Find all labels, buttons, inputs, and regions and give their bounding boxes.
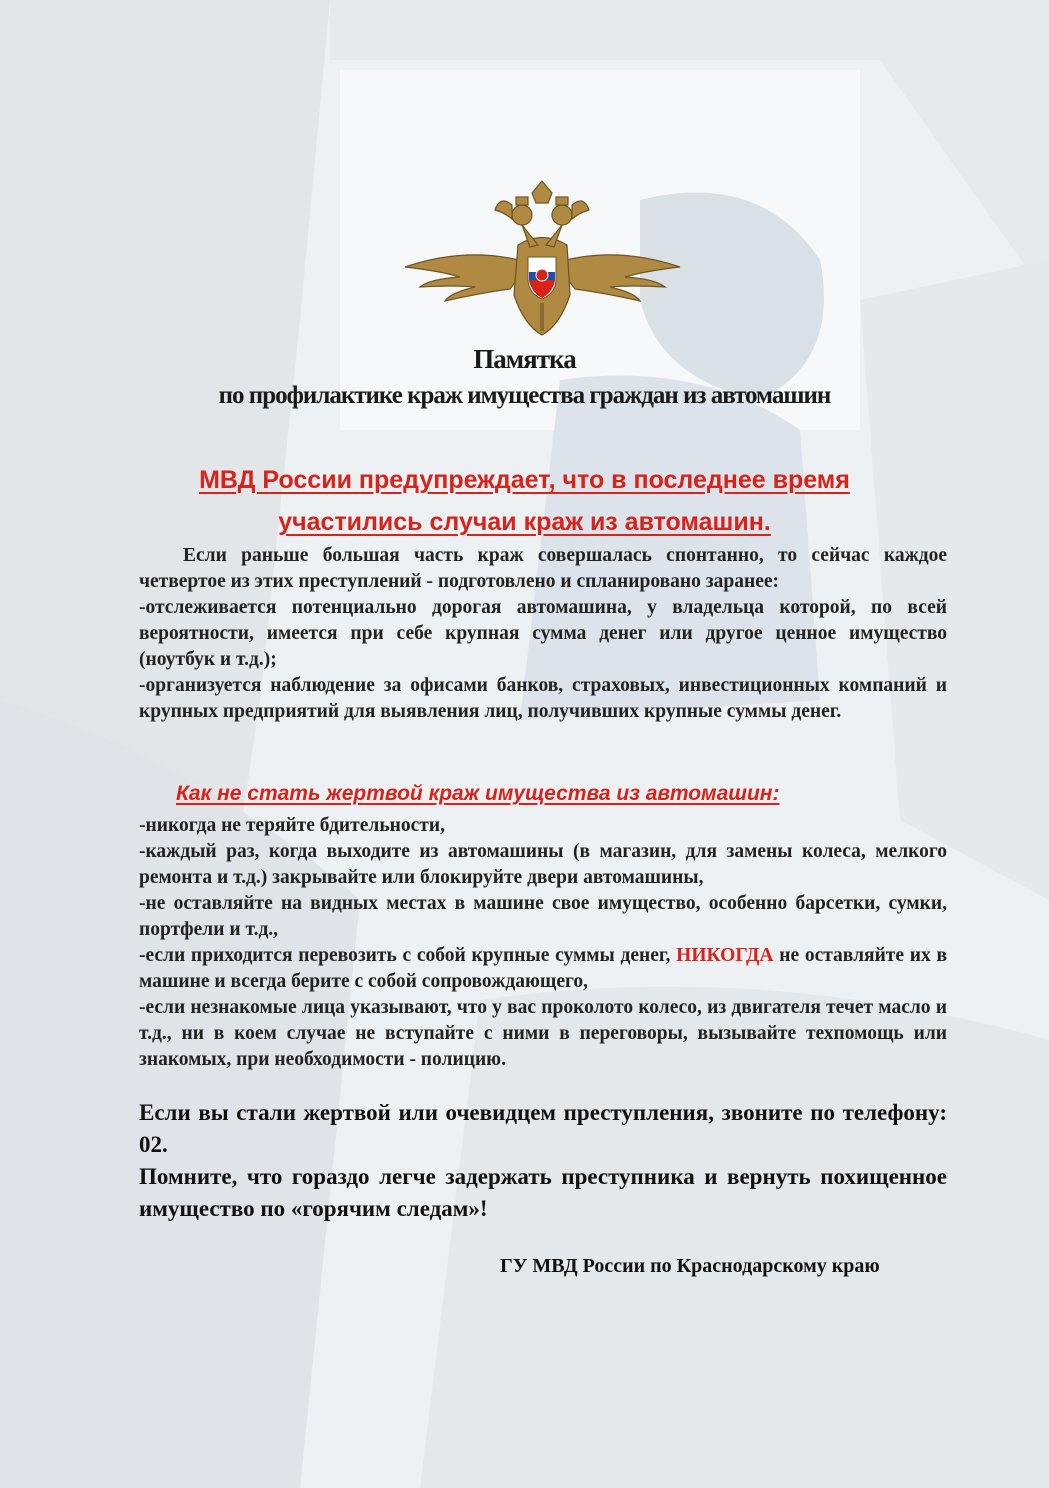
advice-item: -каждый раз, когда выходите из автомашины (в магазин, для замены колеса, мелкого ремонта и т.д.) закрывайте или блокируйте двери автомашины, xyxy=(139,841,947,888)
advice-item-4-start: -если приходится перевозить с собой крупные суммы денег, xyxy=(139,945,677,966)
advice-item: -никогда не теряйте бдительности, xyxy=(139,815,445,836)
advice-item-5: -если незнакомые лица указывают, что у вас проколото колесо, из двигателя течет масло и т.д., ни в коем случае не вступайте с ними в переговоры, вызывайте техпомощь или знакомых, при необходимости - полицию. xyxy=(139,997,947,1070)
mvd-emblem-icon xyxy=(400,175,685,345)
intro-paragraph: Если раньше большая часть краж совершалась спонтанно, то сейчас каждое четвертое из этих преступлений - подготовлено и спланировано заранее: xyxy=(139,545,947,592)
intro-section xyxy=(139,543,947,725)
advice-section xyxy=(139,813,947,1073)
call-police-text: Если вы стали жертвой или очевидцем преступления, звоните по телефону: 02. xyxy=(139,1100,947,1157)
advice-item: -не оставляйте на видных местах в машине свое имущество, особенно барсетки, сумки, портфели и т.д., xyxy=(139,893,947,940)
never-highlight: НИКОГДА xyxy=(676,945,774,966)
warning-line-1: МВД России предупреждает, что в последнее время xyxy=(199,466,850,494)
warning-line-2: участились случаи краж из автомашин. xyxy=(278,508,771,536)
intro-item: -организуется наблюдение за офисами банков, страховых, инвестиционных компаний и крупных предприятий для выявления лиц, получивших крупные суммы денег. xyxy=(139,675,947,722)
memo-title: Памятка xyxy=(473,344,576,374)
intro-item: -отслеживается потенциально дорогая автомашина, у владельца которой, по всей вероятности, имеется при себе крупная сумма денег или другое ценное имущество (ноутбук и т.д.); xyxy=(139,597,947,670)
advice-item-4-end: не оставляйте их в машине и всегда берите с собой сопровождающего, xyxy=(139,945,947,992)
advice-item-4 xyxy=(139,943,947,995)
memo-subtitle: по профилактике краж имущества граждан из автомашин xyxy=(218,382,831,409)
remember-text: Помните, что гораздо легче задержать преступника и вернуть похищенное имущество по «горячим следам»! xyxy=(139,1164,947,1221)
advice-heading: Как не стать жертвой краж имущества из автомашин: xyxy=(176,782,780,805)
signature: ГУ МВД России по Краснодарскому краю xyxy=(500,1255,880,1277)
